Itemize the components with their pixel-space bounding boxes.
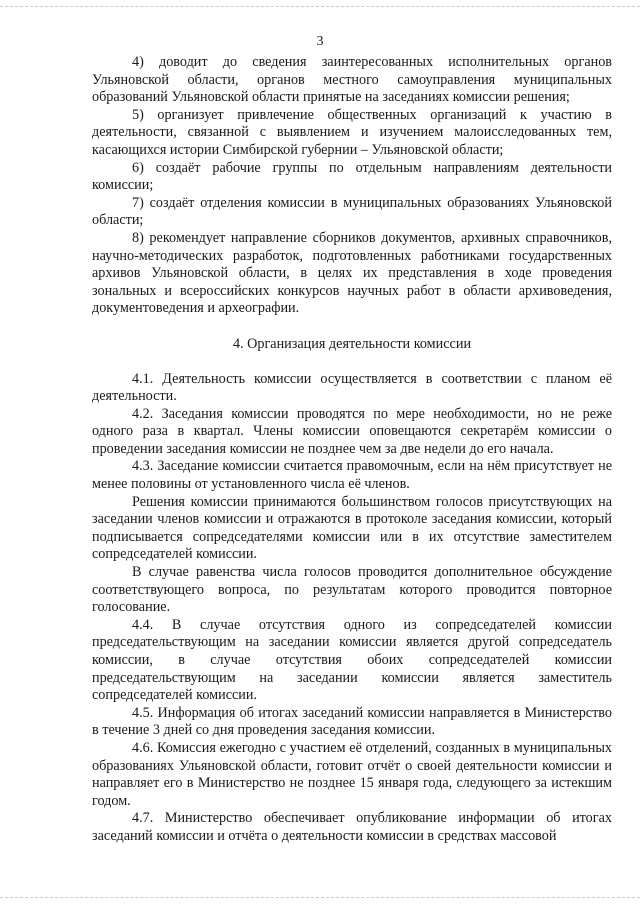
paragraph-4-3: 4.3. Заседание комиссии считается правомочным, если на нём присутствует не менее половины от установленного числа её членов. [92, 458, 612, 493]
paragraph-4-1: 4.1. Деятельность комиссии осуществляется в соответствии с планом её деятельности. [92, 370, 612, 405]
section-heading: 4. Организация деятельности комиссии [232, 335, 472, 352]
paragraph-item-7: 7) создаёт отделения комиссии в муниципальных образованиях Ульяновской области; [92, 194, 612, 229]
document-body [92, 54, 612, 846]
paragraph-4-4: 4.4. В случае отсутствия одного из сопредседателей комиссии председательствующим на заседании комиссии является другой сопредседатель комиссии, в случае отсутствия обоих сопредседателей комиссии председательствующим на заседании комиссии является заместитель сопредседателей комиссии. [92, 616, 612, 704]
paragraph-4-5: 4.5. Информация об итогах заседаний комиссии направляется в Министерство в течение 3 дней со дня проведения заседания комиссии. [92, 704, 612, 739]
page-number: 3 [316, 34, 324, 49]
paragraph-item-8: 8) рекомендует направление сборников документов, архивных справочников, научно-методических разработок, подготовленных работниками государственных архивов Ульяновской области, в целях их представления в ходе проведения зональных и всероссийских конкурсов научных работ в области архивоведения, документоведения и археографии. [92, 229, 612, 317]
paragraph-4-6: 4.6. Комиссия ежегодно с участием её отделений, созданных в муниципальных образованиях Ульяновской области, готовит отчёт о своей деятельности комиссии и направляет его в Министерство не позднее 15 января года, следующего за истекшим годом. [92, 739, 612, 809]
scan-artifact-top [0, 6, 640, 7]
paragraph-item-5: 5) организует привлечение общественных организаций к участию в деятельности, связанной с выявлением и изучением малоисследованных тем, касающихся истории Симбирской губернии – Ульяновской области; [92, 106, 612, 158]
paragraph-tie-vote: В случае равенства числа голосов проводится дополнительное обсуждение соответствующего вопроса, по результатам которого проводится повторное голосование. [92, 564, 612, 616]
scan-artifact-bottom [0, 897, 640, 898]
paragraph-item-4: 4) доводит до сведения заинтересованных исполнительных органов Ульяновской области, органов местного самоуправления муниципальных образований Ульяновской области принятые на заседаниях комиссии решения; [92, 54, 612, 106]
paragraph-4-7: 4.7. Министерство обеспечивает опубликование информации об итогах заседаний комиссии и отчёта о деятельности комиссии в средствах массовой [92, 810, 612, 844]
paragraph-4-2: 4.2. Заседания комиссии проводятся по мере необходимости, но не реже одного раза в квартал. Члены комиссии оповещаются секретарём комиссии о проведении заседания комиссии не позднее чем за две недели до его начала. [92, 405, 612, 457]
paragraph-item-6: 6) создаёт рабочие группы по отдельным направлениям деятельности комиссии; [92, 159, 612, 194]
paragraph-decisions: Решения комиссии принимаются большинством голосов присутствующих на заседании членов комиссии и отражаются в протоколе заседания комиссии, который подписывается сопредседателями комиссии или в их отсутствие заместителем сопредседателей комиссии. [92, 493, 612, 563]
